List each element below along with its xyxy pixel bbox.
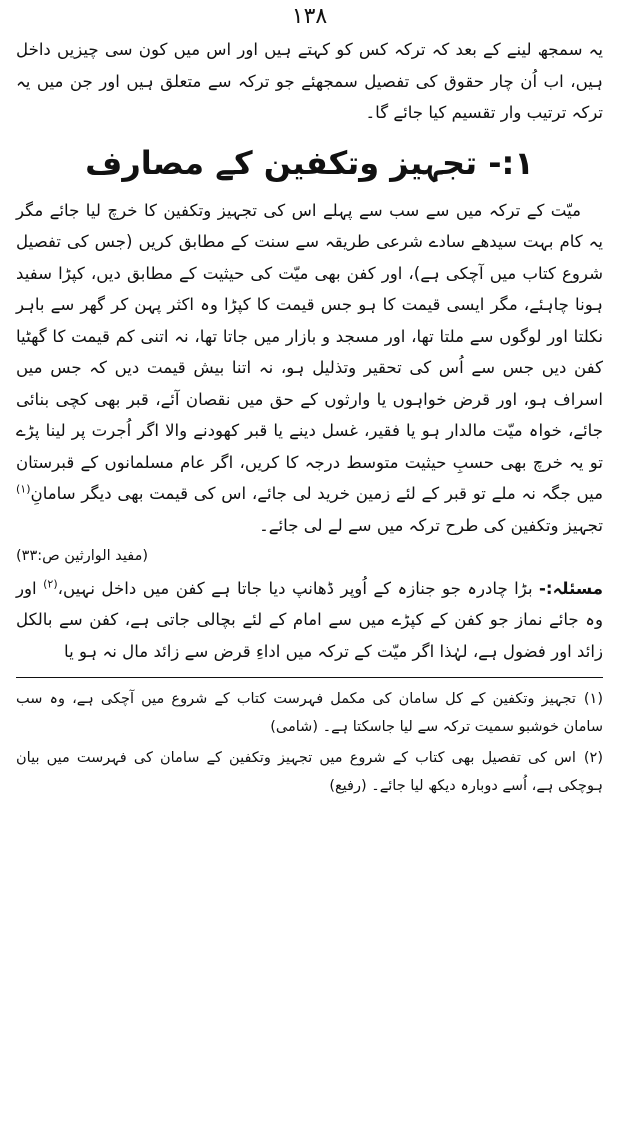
- footnote-text: اس کی تفصیل بھی کتاب کے شروع میں تجہیز وتکفین کے سامان کی فہرست میں بیان ہوچکی ہے، اُسے دوبارہ دیکھ لیا جائے۔ (رفیع): [16, 750, 603, 794]
- source-citation: (مفید الوارثین ص:۳۳): [16, 548, 149, 564]
- masala-text-part1: بڑا چادرہ جو جنازہ کے اُوپر ڈھانپ دیا جاتا ہے کفن میں داخل نہیں،: [57, 578, 533, 598]
- footnote-1: [16, 686, 603, 741]
- intro-paragraph: یہ سمجھ لینے کے بعد کہ ترکہ کس کو کہتے ہیں اور اس میں کون سی چیزیں داخل ہیں، اب اُن چار حقوق کی تفصیل سمجھئے جو ترکہ سے متعلق ہیں اور جن میں یہ ترکہ ترتیب وار تقسیم کیا جائے گا۔: [16, 40, 603, 122]
- paragraph-text-part2: تجہیز وتکفین کی طرح ترکہ میں سے لے لی جائے۔: [259, 515, 603, 535]
- footnotes: [16, 686, 603, 800]
- footnote-ref-1: (۱): [16, 482, 31, 496]
- footnote-number: (۱): [583, 691, 603, 707]
- masala-label: مسئلہ:-: [539, 578, 603, 598]
- page-number: ۱۳۸: [291, 4, 328, 29]
- paragraph-text-part1: میّت کے ترکہ میں سے سب سے پہلے اس کی تجہیز وتکفین کا خرچ لیا جائے مگر یہ کام بہت سیدھے سادے شرعی طریقہ سے سنت کے مطابق کریں (جس کی تفصیل شروع کتاب میں آچکی ہے)، اور کفن بھی میّت کی حیثیت کے مطابق دیں، کپڑا سفید ہونا چاہئے، مگر ایسی قیمت کا ہو جس قیمت کا کپڑا وہ اکثر پہن کر گھر سے باہر نکلتا اور لوگوں سے ملتا تھا، اور مسجد و بازار میں جاتا تھا، نہ اتنی کم قیمت کا گھٹیا کفن دیں جس سے اُس کی تحقیر وتذلیل ہو، نہ اتنا بیش قیمت دیں کہ جس میں اسراف ہو، اور قرض خواہوں یا وارثوں کے حق میں نقصان آئے، قبر بھی کچی بنائی جائے، خواہ میّت مالدار ہو یا فقیر، غسل دینے یا قبر کھودنے والا اگر اُجرت پر لینا پڑے تو یہ خرچ بھی حسبِ حیثیت متوسط درجہ کا کریں، اگر عام مسلمانوں کے قبرستان میں جگہ نہ ملے تو قبر کے لئے زمین خرید لی جائے، اس کی قیمت بھی دیگر سامانِ: [16, 200, 603, 503]
- footnote-number: (۲): [583, 750, 603, 766]
- citation-row: [16, 541, 603, 573]
- masala-text-part2: اور وہ جائے نماز جو کفن کے کپڑے میں سے امام کے لئے بچالی جاتی ہے، کفن سے بالکل زائد اور فضول ہے، لہٰذا اگر میّت کے ترکہ میں اداءِ قرض سے زائد مال نہ ہو یا: [16, 578, 603, 661]
- masala-paragraph: [16, 573, 603, 668]
- footnote-divider: [16, 677, 603, 678]
- footnote-text: تجہیز وتکفین کے کل سامان کی مکمل فہرست کتاب کے شروع میں آچکی ہے، وہ سب سامان خوشبو سمیت ترکہ سے لیا جاسکتا ہے۔ (شامی): [16, 691, 603, 735]
- footnote-2: [16, 745, 603, 800]
- section-heading: ۱:- تجہیز وتکفین کے مصارف: [85, 143, 534, 182]
- funeral-expenses-paragraph: [16, 195, 603, 542]
- footnote-ref-2: (۲): [43, 576, 58, 590]
